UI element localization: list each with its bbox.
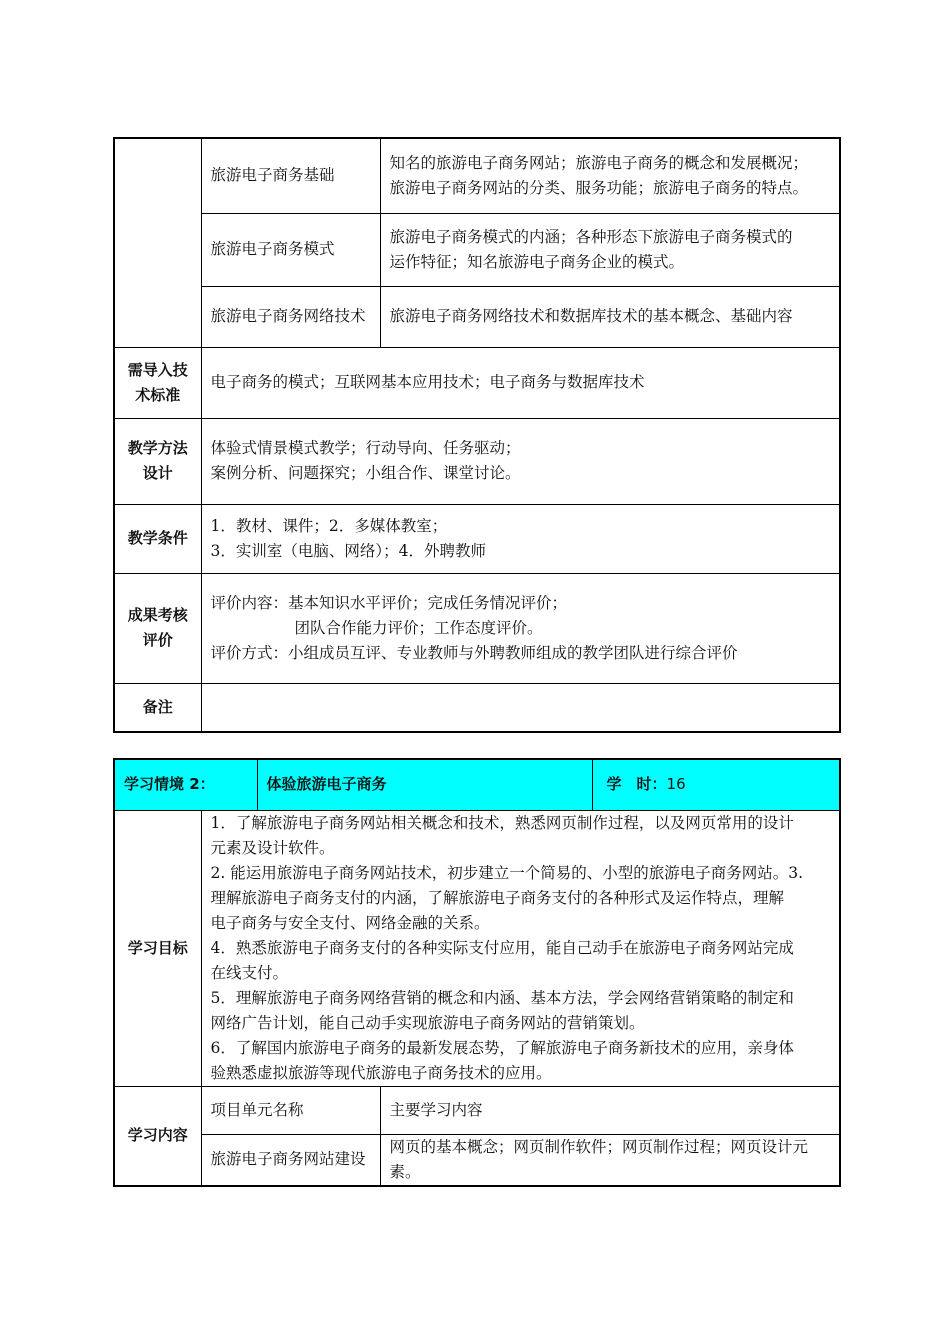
content-header-unit: 项目单元名称: [201, 1086, 380, 1134]
objectives-label: 学习目标: [114, 810, 201, 1086]
unit-name-cell: 旅游电子商务网络技术: [201, 286, 380, 347]
assessment-value: 评价内容：基本知识水平评价；完成任务情况评价； 团队合作能力评价；工作态度评价。 评价方式：小组成员互评、专业教师与外聘教师组成的教学团队进行综合评价: [201, 573, 840, 683]
remarks-label: 备注: [114, 683, 201, 732]
assessment-label: 成果考核评价: [114, 573, 201, 683]
unit-content-cell: 网页的基本概念；网页制作软件；网页制作过程；网页设计元 素。: [380, 1134, 840, 1186]
blank-label-cell: [114, 138, 201, 347]
unit-content-cell: 旅游电子商务网络技术和数据库技术的基本概念、基础内容: [380, 286, 840, 347]
methods-label: 教学方法设计: [114, 418, 201, 504]
standards-label: 需导入技术标准: [114, 347, 201, 418]
conditions-value: 1．教材、课件；2．多媒体教室； 3．实训室（电脑、网络）；4．外聘教师: [201, 504, 840, 573]
unit-name-cell: 旅游电子商务模式: [201, 213, 380, 286]
hours-cell: 学 时：16: [592, 759, 840, 810]
unit-content-cell: 旅游电子商务模式的内涵；各种形态下旅游电子商务模式的 运作特征；知名旅游电子商务企业的模式。: [380, 213, 840, 286]
conditions-label: 教学条件: [114, 504, 201, 573]
curriculum-table-1: [113, 137, 841, 733]
content-header-main: 主要学习内容: [380, 1086, 840, 1134]
situation-title: 体验旅游电子商务: [257, 759, 592, 810]
unit-name-cell: 旅游电子商务网站建设: [201, 1134, 380, 1186]
content-label: 学习内容: [114, 1086, 201, 1186]
unit-name-cell: 旅游电子商务基础: [201, 138, 380, 213]
standards-value: 电子商务的模式；互联网基本应用技术；电子商务与数据库技术: [201, 347, 840, 418]
unit-content-cell: 知名的旅游电子商务网站；旅游电子商务的概念和发展概况； 旅游电子商务网站的分类、服务功能；旅游电子商务的特点。: [380, 138, 840, 213]
situation-label: 学习情境 2：: [114, 759, 257, 810]
objectives-value: 1．了解旅游电子商务网站相关概念和技术，熟悉网页制作过程，以及网页常用的设计 元素及设计软件。 2. 能运用旅游电子商务网站技术，初步建立一个简易的、小型的旅游电子商务网站。3. 理解旅游电子商务支付的内涵，了解旅游电子商务支付的各种形式及运作特点，理解 电子商务与安全支付、网络金融的关系。 4．熟悉旅游电子商务支付的各种实际支付应用，能自己动手在旅游电子商务网站完成 在线支付。 5．理解旅游电子商务网络营销的概念和内涵、基本方法，学会网络营销策略的制定和 网络广告计划，能自己动手实现旅游电子商务网站的营销策划。 6．了解国内旅游电子商务的最新发展态势，了解旅游电子商务新技术的应用，亲身体 验熟悉虚拟旅游等现代旅游电子商务技术的应用。: [201, 810, 840, 1086]
remarks-value: [201, 683, 840, 732]
curriculum-table-2: [113, 758, 841, 1187]
methods-value: 体验式情景模式教学；行动导向、任务驱动； 案例分析、问题探究；小组合作、课堂讨论。: [201, 418, 840, 504]
